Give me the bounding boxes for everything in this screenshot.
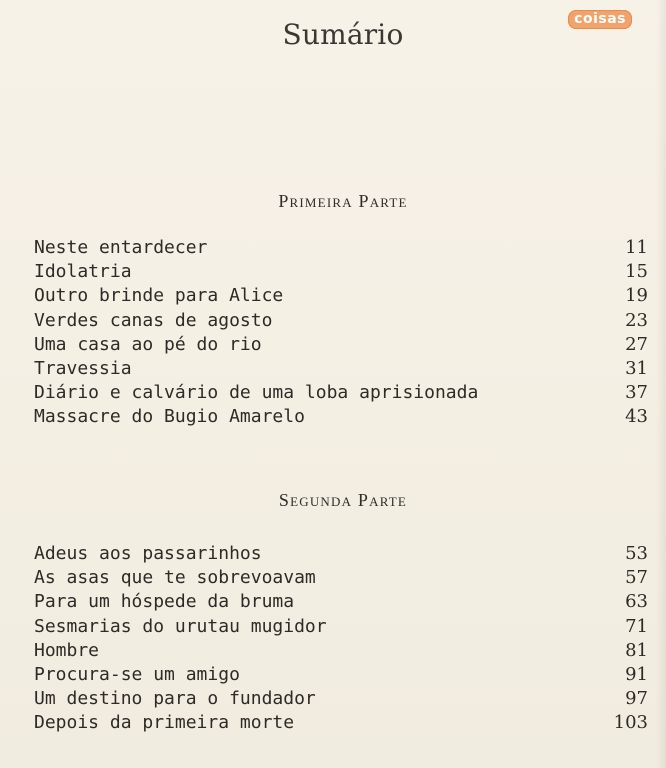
toc-entry-title: Neste entardecer: [34, 237, 208, 258]
toc-row: [34, 309, 648, 333]
toc-entry-title: Massacre do Bugio Amarelo: [34, 406, 305, 428]
toc-entry-title: Diário e calvário de uma loba aprisionada: [34, 382, 479, 404]
site-watermark: coisas: [568, 10, 632, 29]
toc-list-primeira-parte: [34, 236, 648, 430]
toc-page-number: 71: [625, 615, 648, 637]
section-title-primeira-parte: Primeira Parte: [278, 191, 408, 211]
toc-page-number: 91: [625, 663, 648, 685]
toc-entry-title: Hombre: [34, 639, 100, 661]
page-title: Sumário: [282, 18, 404, 51]
toc-row: [34, 687, 648, 711]
section-title-segunda-parte: Segunda Parte: [278, 490, 408, 510]
toc-entry-title: Depois da primeira morte: [34, 712, 295, 734]
toc-row: [34, 590, 648, 614]
toc-row: [34, 236, 648, 260]
toc-page-number: 19: [625, 285, 648, 307]
toc-row: [34, 566, 648, 590]
toc-row: [34, 639, 648, 663]
toc-entry-title: Outro brinde para Alice: [34, 285, 284, 307]
toc-row: [34, 357, 648, 381]
toc-page-number: 43: [625, 406, 648, 428]
toc-row: [34, 284, 648, 308]
toc-row: [34, 405, 648, 429]
toc-page-number: 11: [625, 237, 648, 258]
toc-page-number: 81: [625, 639, 648, 661]
toc-entry-title: Idolatria: [34, 261, 132, 283]
toc-page-number: 31: [625, 357, 648, 379]
toc-entry-title: Verdes canas de agosto: [34, 309, 273, 331]
toc-page-number: 23: [625, 309, 648, 331]
toc-row: [34, 663, 648, 687]
toc-entry-title: Travessia: [34, 357, 132, 379]
toc-page-number: 37: [625, 382, 648, 404]
toc-page-number: 97: [625, 688, 648, 710]
toc-entry-title: As asas que te sobrevoavam: [34, 567, 316, 589]
toc-page-number: 63: [625, 591, 648, 613]
toc-row: [34, 711, 648, 735]
toc-entry-title: Procura-se um amigo: [34, 663, 240, 685]
toc-row: [34, 381, 648, 405]
toc-entry-title: Para um hóspede da bruma: [34, 591, 295, 613]
toc-page-number: 57: [625, 567, 648, 589]
page-edge-shadow: [656, 0, 666, 768]
toc-page-number: 103: [613, 712, 648, 734]
toc-list-segunda-parte: [34, 542, 648, 736]
toc-page-number: 27: [625, 333, 648, 355]
toc-row: [34, 333, 648, 357]
toc-entry-title: Um destino para o fundador: [34, 688, 316, 710]
toc-entry-title: Uma casa ao pé do rio: [34, 333, 262, 355]
toc-page-number: 15: [625, 261, 648, 283]
toc-row: [34, 542, 648, 566]
toc-entry-title: Sesmarias do urutau mugidor: [34, 615, 327, 637]
toc-page-number: 53: [625, 543, 648, 564]
toc-row: [34, 615, 648, 639]
toc-row: [34, 260, 648, 284]
toc-entry-title: Adeus aos passarinhos: [34, 543, 262, 564]
